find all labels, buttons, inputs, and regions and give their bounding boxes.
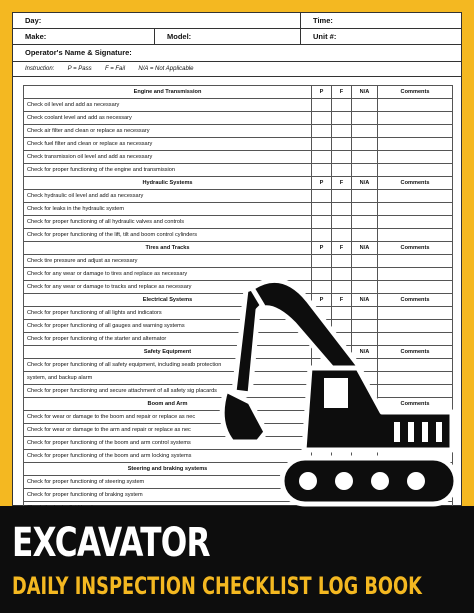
- comments-column-cell: [377, 164, 453, 176]
- na-column-cell: [351, 164, 377, 176]
- day-field: Day:: [13, 13, 301, 28]
- fail-column-cell: [331, 125, 351, 137]
- checklist-row: [23, 98, 453, 111]
- section-title: Electrical Systems: [23, 294, 311, 306]
- section-header-row: [23, 176, 453, 189]
- task-label: Check for proper functioning of all hydraulic valves and controls: [23, 216, 311, 228]
- task-label: Check for proper functioning of the starter and alternator: [23, 333, 311, 345]
- fail-column-cell: [331, 255, 351, 267]
- model-field: Model:: [155, 29, 301, 44]
- task-label: Check air filter and clean or replace as necessary: [23, 125, 311, 137]
- checklist-row: [23, 202, 453, 215]
- pass-column-header: P: [311, 86, 331, 98]
- pass-column-cell: [311, 255, 331, 267]
- section-title: Boom and Arm: [23, 398, 311, 410]
- pass-column-cell: [311, 125, 331, 137]
- checklist-row: [23, 163, 453, 176]
- comments-column-header: Comments: [377, 86, 453, 98]
- comments-column-cell: [377, 99, 453, 111]
- header-row-day: [13, 13, 461, 29]
- na-column-header: N/A: [351, 242, 377, 254]
- na-column-cell: [351, 216, 377, 228]
- comments-column-cell: [377, 151, 453, 163]
- pass-column-cell: [311, 138, 331, 150]
- task-label: Check for any wear or damage to tracks and replace as necessary: [23, 281, 311, 293]
- comments-column-cell: [377, 255, 453, 267]
- fail-column-cell: [331, 151, 351, 163]
- task-label: Check coolant level and add as necessary: [23, 112, 311, 124]
- task-label: Check for proper functioning of braking system: [23, 489, 311, 501]
- task-label: Check oil level and add as necessary: [23, 99, 311, 111]
- pass-column-cell: [311, 229, 331, 241]
- fail-column-header: F: [331, 177, 351, 189]
- task-label: Check transmission oil level and add as necessary: [23, 151, 311, 163]
- task-label: Check for proper functioning of the boom and arm locking systems: [23, 450, 311, 462]
- pass-column-header: P: [311, 294, 331, 306]
- task-label: Check for proper functioning of all lights and indicators: [23, 307, 311, 319]
- cover-subtitle: DAILY INSPECTION CHECKLIST LOG BOOK: [12, 572, 422, 600]
- comments-column-header: Comments: [377, 346, 453, 358]
- na-column-header: N/A: [351, 86, 377, 98]
- comments-column-header: Comments: [377, 294, 453, 306]
- task-label: Check for proper functioning of the lift, tilt and boom control cylinders: [23, 229, 311, 241]
- fail-column-header: F: [331, 242, 351, 254]
- excavator-icon: [212, 272, 460, 512]
- task-label: Check for wear or damage to the arm and repair or replace as nec: [23, 424, 311, 436]
- comments-column-cell: [377, 203, 453, 215]
- task-label: Check for proper functioning of steering system: [23, 476, 311, 488]
- fail-column-cell: [331, 229, 351, 241]
- na-column-cell: [351, 99, 377, 111]
- section-title: Hydraulic Systems: [23, 177, 311, 189]
- section-title: Tires and Tracks: [23, 242, 311, 254]
- task-label: Check for proper functioning of all safety equipment, including seatb protection: [23, 359, 311, 371]
- na-column-cell: [351, 125, 377, 137]
- pass-column-cell: [311, 112, 331, 124]
- pass-column-cell: [311, 99, 331, 111]
- task-label: Check hydraulic oil level and add as necessary: [23, 190, 311, 202]
- fail-column-cell: [331, 190, 351, 202]
- na-column-cell: [351, 138, 377, 150]
- fail-column-cell: [331, 203, 351, 215]
- na-column-cell: [351, 112, 377, 124]
- na-column-header: N/A: [351, 294, 377, 306]
- pass-column-cell: [311, 203, 331, 215]
- fail-column-cell: [331, 112, 351, 124]
- operator-field: Operator's Name & Signature:: [25, 48, 132, 57]
- checklist-row: [23, 215, 453, 228]
- pass-column-cell: [311, 190, 331, 202]
- header-row-operator: [13, 45, 461, 62]
- task-label: Check for any wear or damage to tires and replace as necessary: [23, 268, 311, 280]
- comments-column-cell: [377, 190, 453, 202]
- na-column-cell: [351, 151, 377, 163]
- comments-column-header: Comments: [377, 242, 453, 254]
- fail-column-cell: [331, 164, 351, 176]
- task-label: Check fuel filter and clean or replace as necessary: [23, 138, 311, 150]
- pass-column-cell: [311, 164, 331, 176]
- task-label: system, and backup alarm: [23, 372, 311, 384]
- checklist-row: [23, 137, 453, 150]
- unit-field: Unit #:: [313, 32, 337, 41]
- checklist-row: [23, 150, 453, 163]
- task-label: Check for wear or damage to the boom and repair or replace as nec: [23, 411, 311, 423]
- fail-column-header: F: [331, 294, 351, 306]
- header-row-make: [13, 29, 461, 45]
- time-field: Time:: [313, 16, 333, 25]
- section-title: Engine and Transmission: [23, 86, 311, 98]
- na-column-cell: [351, 255, 377, 267]
- pass-column-header: P: [311, 242, 331, 254]
- checklist-row: [23, 254, 453, 267]
- task-label: Check for proper functioning of the boom and arm control systems: [23, 437, 311, 449]
- comments-column-header: Comments: [377, 398, 453, 410]
- pass-column-cell: [311, 216, 331, 228]
- comments-column-cell: [377, 216, 453, 228]
- na-column-header: N/A: [351, 346, 377, 358]
- section-title: Safety Equipment: [23, 346, 311, 358]
- title-banner: [0, 506, 474, 613]
- task-label: Check for proper functioning and secure attachment of all safety sig placards: [23, 385, 311, 397]
- na-column-header: N/A: [351, 177, 377, 189]
- section-header-row: [23, 241, 453, 254]
- comments-column-cell: [377, 138, 453, 150]
- task-label: Check for proper functioning of all gauges and warning systems: [23, 320, 311, 332]
- cover-title: EXCAVATOR: [12, 520, 210, 566]
- na-column-cell: [351, 203, 377, 215]
- pass-column-cell: [311, 151, 331, 163]
- pass-column-header: P: [311, 177, 331, 189]
- checklist-row: [23, 124, 453, 137]
- comments-column-header: Comments: [377, 177, 453, 189]
- task-label: Check for proper functioning of the engine and transmission: [23, 164, 311, 176]
- comments-column-cell: [377, 229, 453, 241]
- section-header-row: [23, 85, 453, 98]
- fail-column-cell: [331, 216, 351, 228]
- checklist-row: [23, 189, 453, 202]
- task-label: Check for leaks in the hydraulic system: [23, 203, 311, 215]
- task-label: Check tire pressure and adjust as necessary: [23, 255, 311, 267]
- instruction-line: Instruction: P = Pass F = Fail N/A = Not Applicable: [13, 62, 461, 77]
- na-column-cell: [351, 190, 377, 202]
- fail-column-header: F: [331, 86, 351, 98]
- checklist-row: [23, 111, 453, 124]
- section-title: Steering and braking systems: [23, 463, 311, 475]
- na-column-cell: [351, 229, 377, 241]
- comments-column-cell: [377, 112, 453, 124]
- comments-column-cell: [377, 125, 453, 137]
- fail-column-cell: [331, 99, 351, 111]
- checklist-row: [23, 228, 453, 241]
- make-field: Make:: [13, 29, 155, 44]
- fail-column-cell: [331, 138, 351, 150]
